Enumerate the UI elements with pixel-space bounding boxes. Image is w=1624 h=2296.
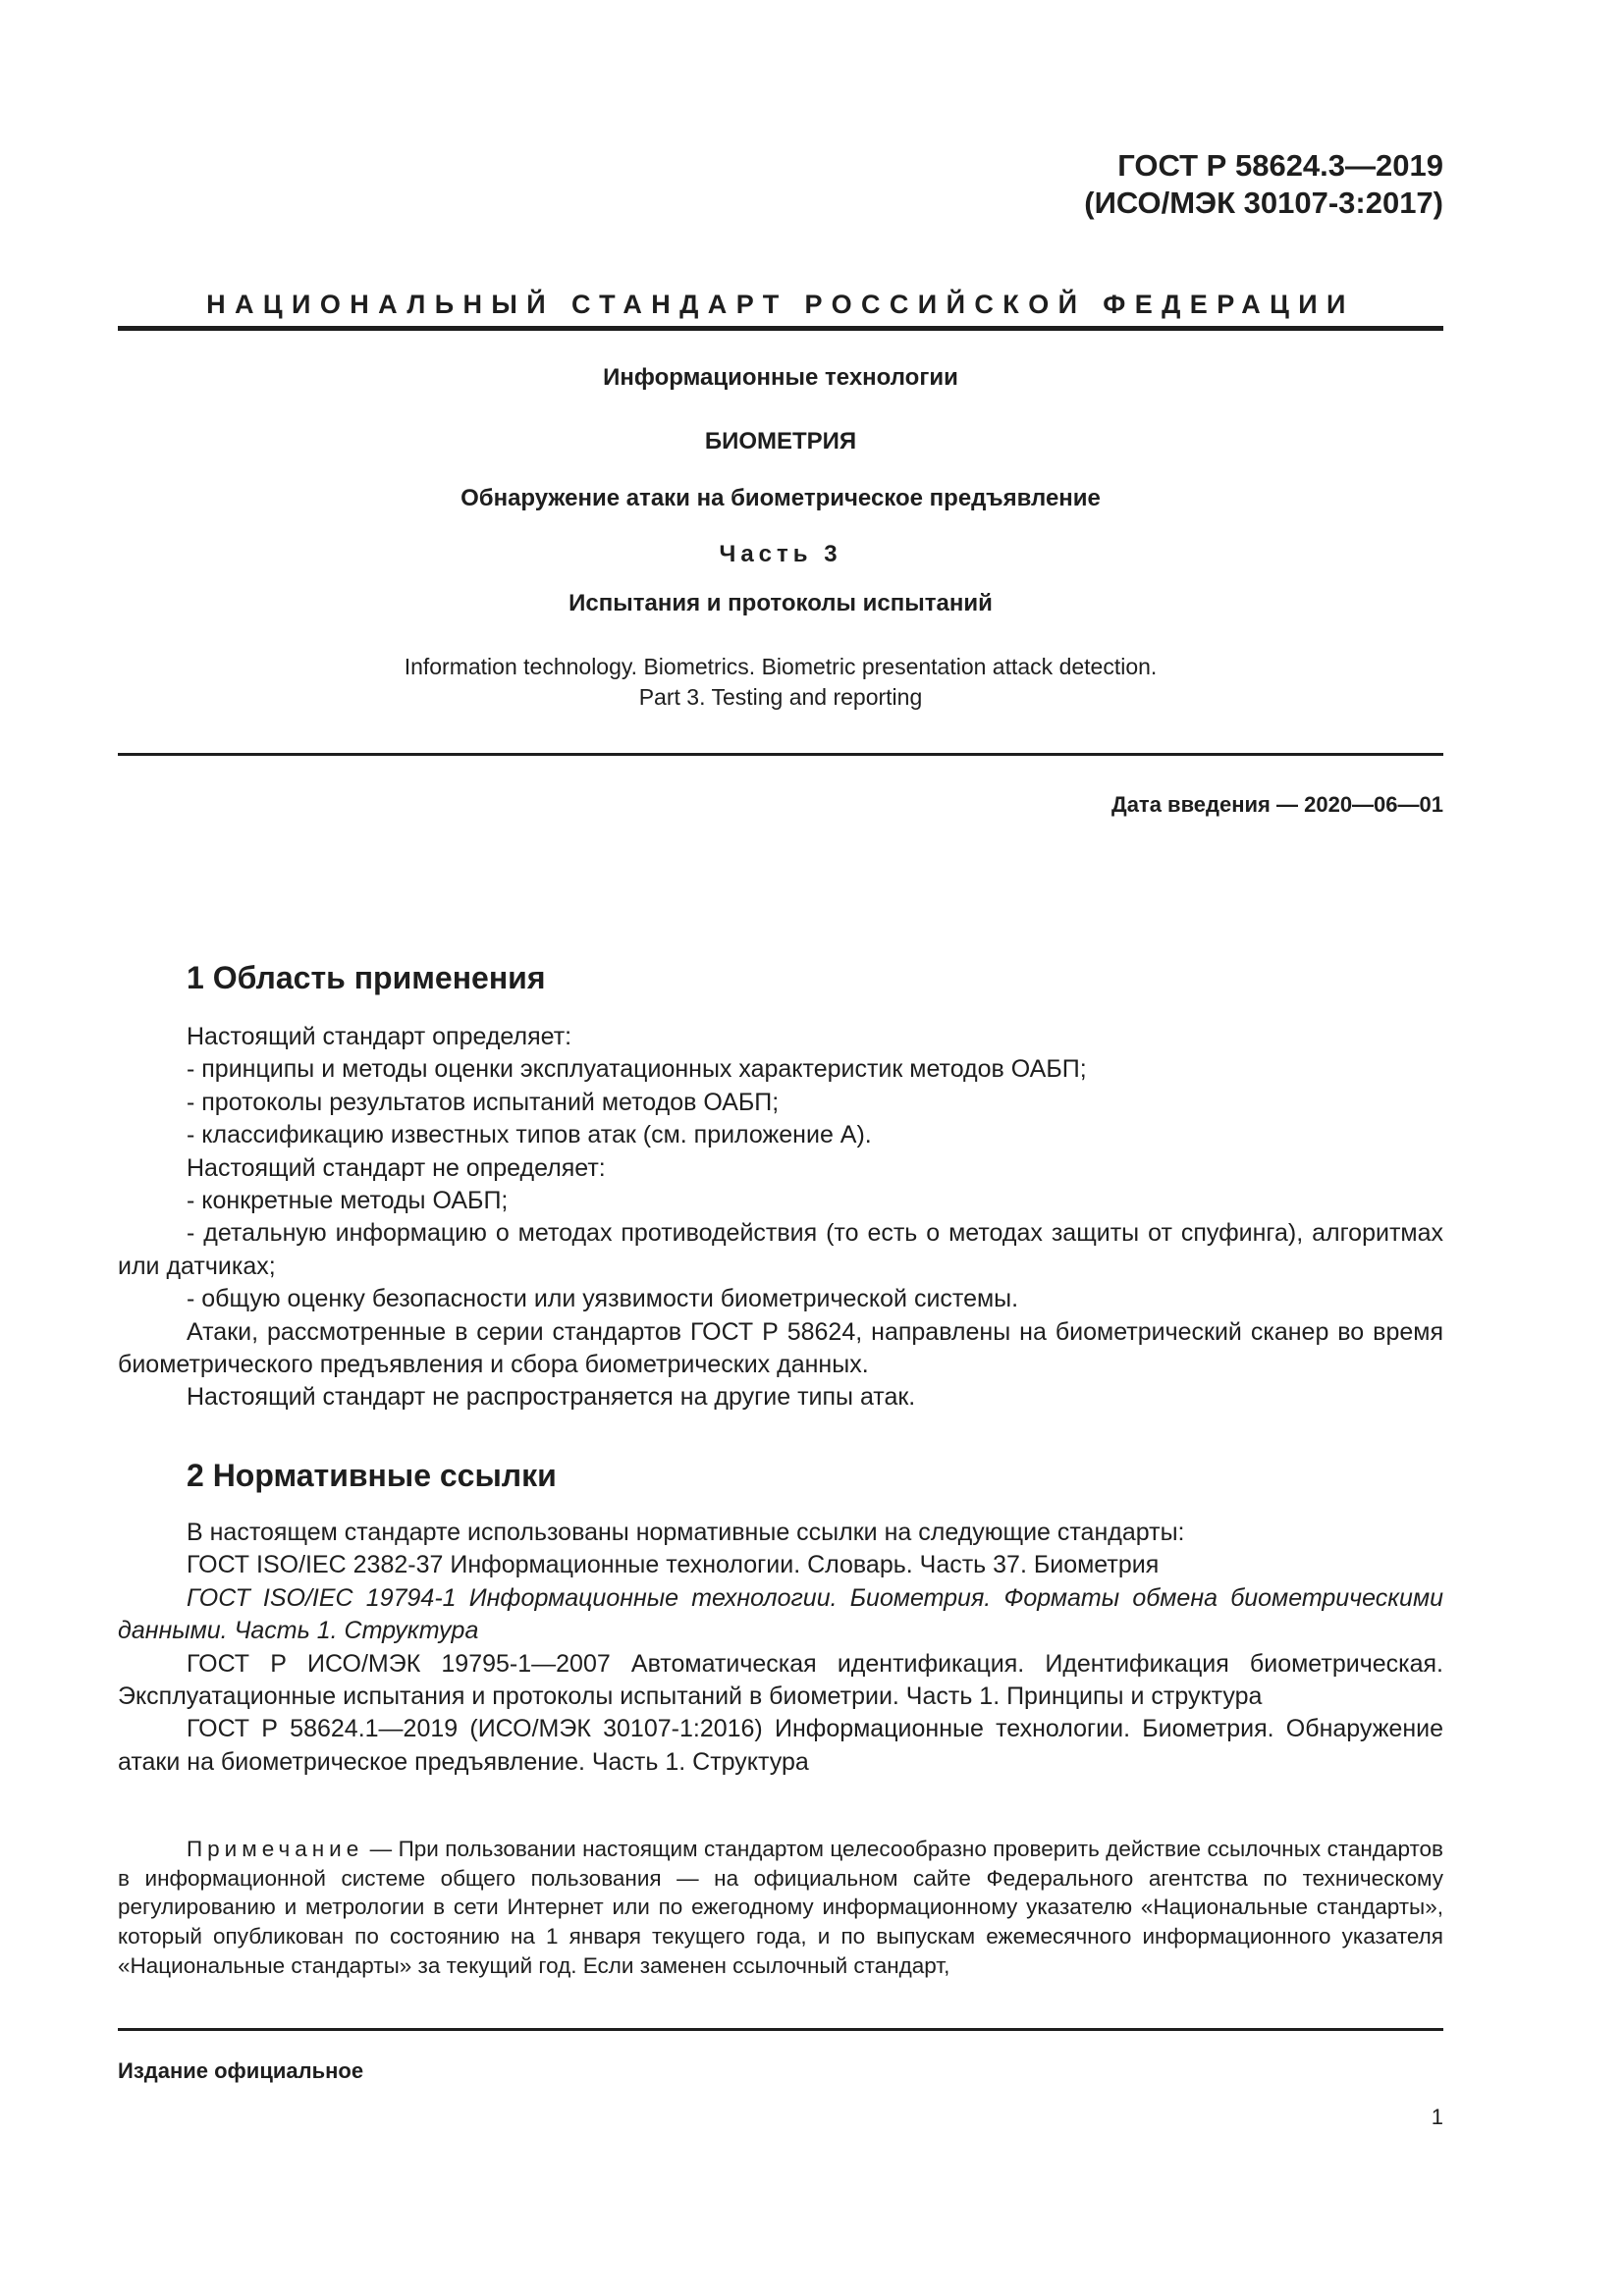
reference-item: ГОСТ ISO/IEC 2382-37 Информационные технологии. Словарь. Часть 37. Биометрия <box>187 1551 1160 1579</box>
title-part: Часть 3 <box>719 541 842 567</box>
english-title-line1: Information technology. Biometrics. Biometric presentation attack detection. <box>404 654 1158 679</box>
list-item: - классификацию известных типов атак (см. приложение А). <box>187 1121 872 1149</box>
page-number: 1 <box>1431 2105 1443 2129</box>
english-title-line2: Part 3. Testing and reporting <box>638 684 923 710</box>
list-item: - детальную информацию о методах противодействия (то есть о методах защиты от спуфинга), алгоритмах или датчиках; <box>118 1219 1443 1280</box>
section-2-body <box>118 1517 1443 1779</box>
paragraph: Настоящий стандарт не распространяется на другие типы атак. <box>187 1383 916 1412</box>
reference-item: ГОСТ ISO/IEC 19794-1 Информационные технологии. Биометрия. Форматы обмена биометрическими данными. Часть 1. Структура <box>118 1583 1443 1645</box>
edition-label: Издание официальное <box>118 2058 364 2083</box>
paragraph: Атаки, рассмотренные в серии стандартов ГОСТ Р 58624, направлены на биометрический сканер во время биометрического предъявления и сбора биометрических данных. <box>118 1317 1443 1379</box>
title-line-2: БИОМЕТРИЯ <box>704 428 857 454</box>
title-line-1: Информационные технологии <box>603 364 958 391</box>
standard-code-line2: (ИСО/МЭК 30107-3:2017) <box>1084 186 1443 220</box>
header-rule <box>118 326 1443 331</box>
title-line-3: Обнаружение атаки на биометрическое предъявление <box>460 485 1101 511</box>
note-label: Примечание <box>187 1837 364 1861</box>
paragraph: В настоящем стандарте использованы нормативные ссылки на следующие стандарты: <box>187 1519 1185 1546</box>
note-text: — При пользовании настоящим стандартом целесообразно проверить действие ссылочных стандартов в информационной системе общего пользования — на официальном сайте Федерального агентства по техническому регулированию и метрологии в сети Интернет или по ежегодному информационному указателю «Национальные стандарты», который опубликован по состоянию на 1 января текущего года, и по выпускам ежемесячного информационного указателя «Национальные стандарты» за текущий год. Если заменен ссылочный стандарт, <box>118 1837 1443 1978</box>
section-1-body <box>118 1021 1443 1415</box>
footer-rule <box>118 2028 1443 2031</box>
standard-code <box>1084 147 1443 222</box>
paragraph: Настоящий стандарт определяет: <box>187 1023 572 1050</box>
english-title <box>118 652 1443 713</box>
list-item: - принципы и методы оценки эксплуатационных характеристик методов ОАБП; <box>187 1055 1087 1084</box>
section-2-heading: 2 Нормативные ссылки <box>187 1458 557 1493</box>
section-1-heading: 1 Область применения <box>187 960 546 995</box>
note-paragraph <box>118 1835 1443 1981</box>
title-line-5: Испытания и протоколы испытаний <box>568 590 993 616</box>
standard-code-line1: ГОСТ Р 58624.3—2019 <box>1117 148 1443 183</box>
reference-item: ГОСТ Р 58624.1—2019 (ИСО/МЭК 30107-1:2016) Информационные технологии. Биометрия. Обнаружение атаки на биометрическое предъявление. Часть 1. Структура <box>118 1715 1443 1776</box>
paragraph: Настоящий стандарт не определяет: <box>187 1153 606 1182</box>
introduction-date: Дата введения — 2020—06—01 <box>1111 792 1443 817</box>
list-item: - протоколы результатов испытаний методов ОАБП; <box>187 1088 780 1116</box>
reference-item: ГОСТ Р ИСО/МЭК 19795-1—2007 Автоматическая идентификация. Идентификация биометрическая. Эксплуатационные испытания и протоколы испытаний в биометрии. Часть 1. Принципы и структура <box>118 1649 1443 1711</box>
list-item: - общую оценку безопасности или уязвимости биометрической системы. <box>187 1285 1019 1313</box>
national-standard-banner: НАЦИОНАЛЬНЫЙ СТАНДАРТ РОССИЙСКОЙ ФЕДЕРАЦИИ <box>206 290 1355 319</box>
title-rule <box>118 753 1443 756</box>
note-block <box>118 1835 1443 1981</box>
list-item: - конкретные методы ОАБП; <box>187 1187 509 1215</box>
